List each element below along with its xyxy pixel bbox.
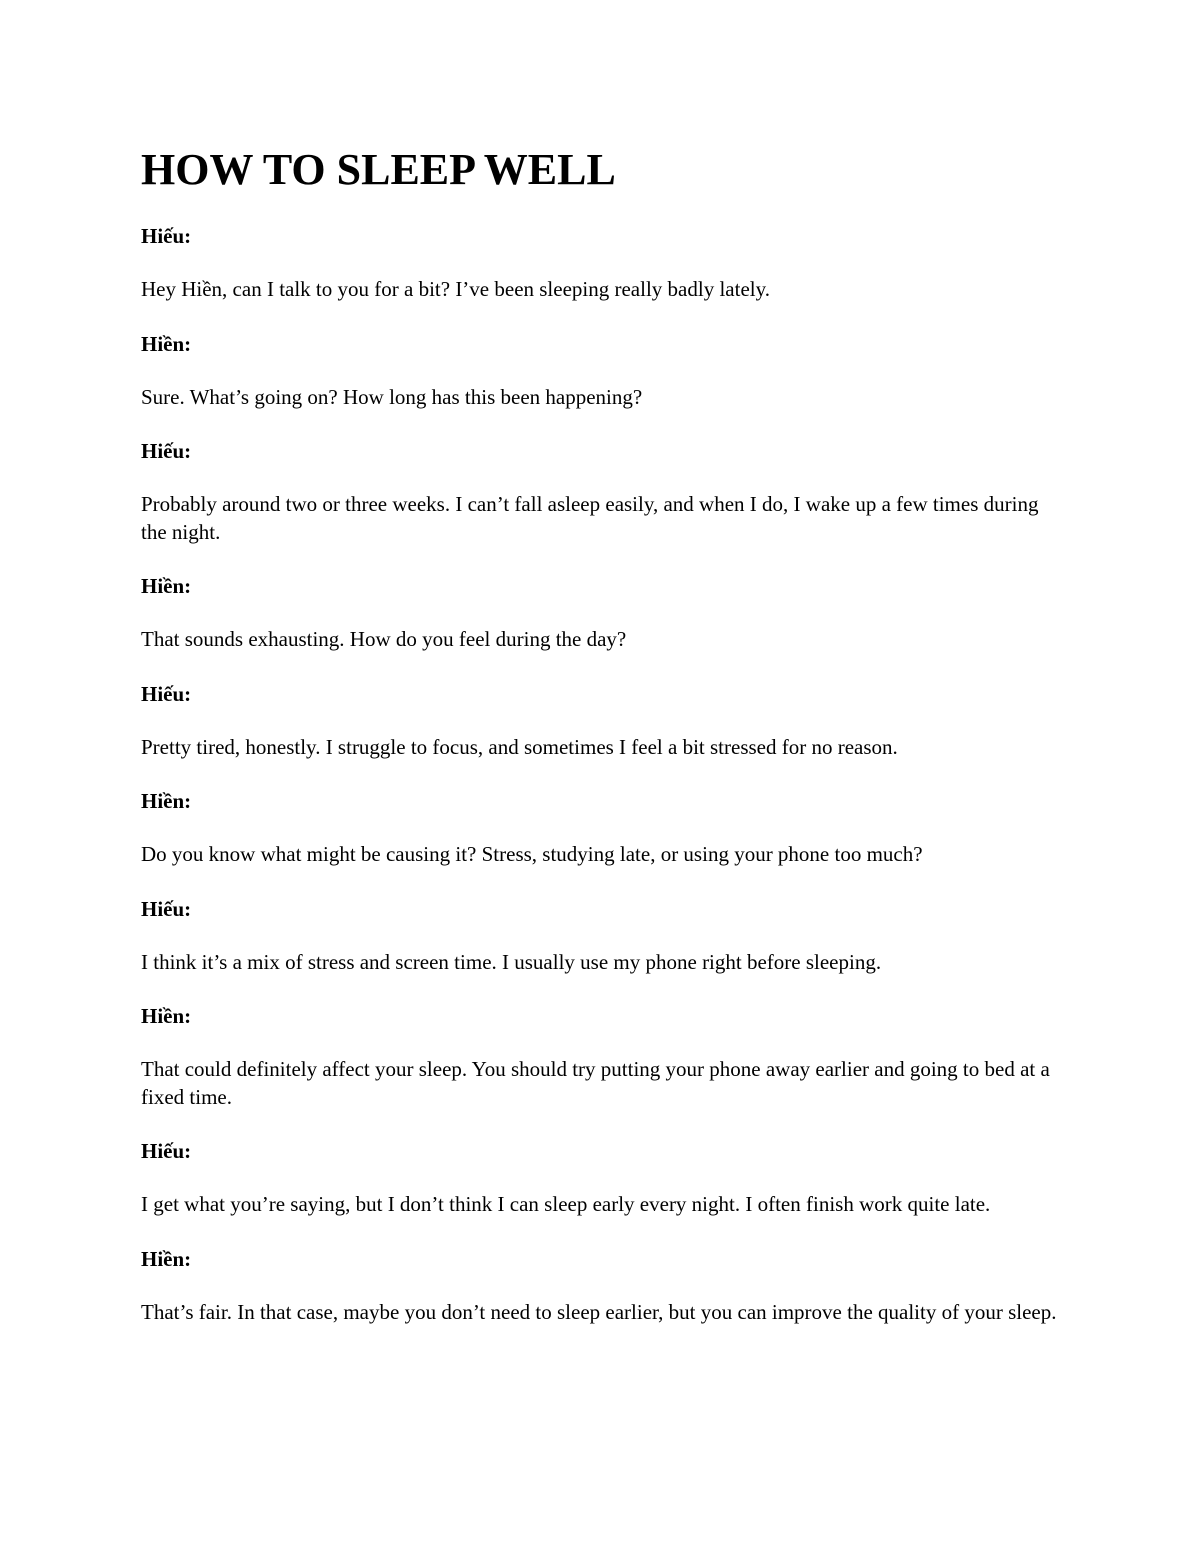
document-title: HOW TO SLEEP WELL xyxy=(141,145,616,194)
speaker-name: Hiền: xyxy=(141,331,192,356)
speaker-name: Hiền: xyxy=(141,574,192,598)
speaker-name: Hiếu: xyxy=(141,224,192,248)
utterance-text: I get what you’re saying, but I don’t think I can sleep early every night. I often finish work quite late. xyxy=(141,1192,991,1216)
speaker-name: Hiền: xyxy=(141,789,192,813)
speaker-name: Hiếu: xyxy=(141,896,192,921)
speaker-name: Hiếu: xyxy=(141,681,192,706)
utterance-text: Probably around two or three weeks. I can’t fall asleep easily, and when I do, I wake up a few times during the night. xyxy=(141,492,1039,544)
utterance-text: Do you know what might be causing it? Stress, studying late, or using your phone too much? xyxy=(141,842,923,866)
dialogue-turn xyxy=(141,572,1061,654)
dialogue-turn xyxy=(141,680,1061,762)
utterance-text: That could definitely affect your sleep. You should try putting your phone away earlier and going to bed at a fixed time. xyxy=(141,1057,1050,1109)
utterance-text: Sure. What’s going on? How long has this been happening? xyxy=(141,384,643,409)
utterance-text: That sounds exhausting. How do you feel during the day? xyxy=(141,627,627,651)
speaker-name: Hiếu: xyxy=(141,1139,192,1163)
speaker-name: Hiền: xyxy=(141,1246,192,1271)
utterance-text: Pretty tired, honestly. I struggle to focus, and sometimes I feel a bit stressed for no reason. xyxy=(141,734,898,759)
utterance-text: I think it’s a mix of stress and screen time. I usually use my phone right before sleeping. xyxy=(141,949,882,974)
dialogue-turn xyxy=(141,1137,1061,1219)
speaker-name: Hiếu: xyxy=(141,439,192,463)
dialogue-turn xyxy=(141,1002,1061,1111)
dialogue-turn xyxy=(141,787,1061,869)
dialogue xyxy=(141,222,1061,1352)
utterance-text: That’s fair. In that case, maybe you don’t need to sleep earlier, but you can improve the quality of your sleep. xyxy=(141,1299,1057,1324)
dialogue-turn xyxy=(141,330,1061,412)
dialogue-turn xyxy=(141,437,1061,546)
speaker-name: Hiền: xyxy=(141,1004,192,1028)
dialogue-turn xyxy=(141,222,1061,304)
dialogue-turn xyxy=(141,895,1061,977)
utterance-text: Hey Hiền, can I talk to you for a bit? I’ve been sleeping really badly lately. xyxy=(141,277,770,301)
dialogue-turn xyxy=(141,1245,1061,1327)
